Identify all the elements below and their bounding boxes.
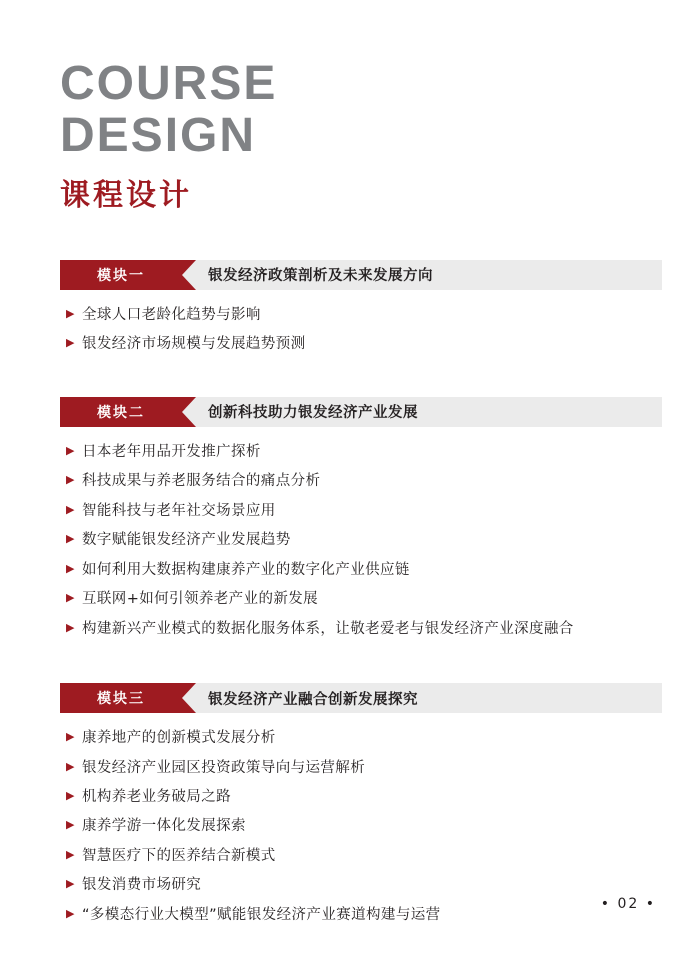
list-item-label: 互联网+如何引领养老产业的新发展 (82, 591, 319, 608)
module-tag: 模块三 (60, 683, 182, 713)
page-title-english-line2: DESIGN (60, 108, 257, 162)
list-item (66, 815, 662, 838)
list-item-label: 如何利用大数据构建康养产业的数字化产业供应链 (82, 561, 410, 578)
module-section (38, 397, 662, 641)
list-item (66, 500, 662, 523)
module-title: 银发经济产业融合创新发展探究 (208, 691, 418, 708)
triangle-bullet-icon: ▶ (66, 760, 75, 773)
list-item (66, 874, 662, 897)
list-item-label: 智能科技与老年社交场景应用 (82, 502, 276, 519)
module-header (60, 683, 662, 713)
triangle-bullet-icon: ▶ (66, 731, 75, 744)
triangle-bullet-icon: ▶ (66, 621, 75, 634)
list-item-label: 构建新兴产业模式的数据化服务体系，让敬老爱老与银发经济产业深度融合 (82, 620, 574, 637)
list-item-label: 康养学游一体化发展探索 (82, 818, 246, 835)
page-title-english (60, 58, 662, 162)
list-item (66, 904, 662, 927)
list-item-label: 银发经济产业园区投资政策导向与运营解析 (82, 759, 366, 776)
triangle-bullet-icon: ▶ (66, 907, 75, 920)
module-section (38, 260, 662, 357)
module-body (38, 441, 662, 641)
triangle-bullet-icon: ▶ (66, 337, 75, 350)
module-list (38, 260, 662, 928)
list-item-label: 银发经济市场规模与发展趋势预测 (82, 336, 306, 353)
module-body (38, 304, 662, 357)
module-body (38, 727, 662, 927)
list-item (66, 727, 662, 750)
module-tag: 模块二 (60, 397, 182, 427)
module-header (60, 260, 662, 290)
triangle-bullet-icon: ▶ (66, 444, 75, 457)
list-item (66, 757, 662, 780)
page-title-english-line1: COURSE (60, 57, 278, 110)
list-item (66, 470, 662, 493)
triangle-bullet-icon: ▶ (66, 533, 75, 546)
list-item (66, 618, 662, 641)
module-header (60, 397, 662, 427)
triangle-bullet-icon: ▶ (66, 819, 75, 832)
list-item-label: 数字赋能银发经济产业发展趋势 (82, 532, 291, 549)
list-item-label: 机构养老业务破局之路 (82, 788, 231, 805)
list-item-label: 全球人口老龄化趋势与影响 (82, 306, 261, 323)
module-section (38, 683, 662, 927)
triangle-bullet-icon: ▶ (66, 474, 75, 487)
triangle-bullet-icon: ▶ (66, 592, 75, 605)
module-tag: 模块一 (60, 260, 182, 290)
triangle-bullet-icon: ▶ (66, 789, 75, 802)
triangle-bullet-icon: ▶ (66, 848, 75, 861)
list-item-label: 科技成果与养老服务结合的痛点分析 (82, 473, 321, 490)
list-item-label: 银发消费市场研究 (82, 877, 202, 894)
triangle-bullet-icon: ▶ (66, 878, 75, 891)
triangle-bullet-icon: ▶ (66, 503, 75, 516)
list-item (66, 559, 662, 582)
list-item-label: 日本老年用品开发推广探析 (82, 443, 261, 460)
list-item (66, 786, 662, 809)
list-item (66, 588, 662, 611)
list-item (66, 304, 662, 327)
page-header (38, 0, 662, 214)
page-number: • 02 • (600, 896, 656, 912)
module-title: 创新科技助力银发经济产业发展 (208, 405, 418, 422)
list-item-label: 智慧医疗下的医养结合新模式 (82, 847, 276, 864)
list-item-label: “多模态行业大模型”赋能银发经济产业赛道构建与运营 (82, 906, 441, 923)
triangle-bullet-icon: ▶ (66, 562, 75, 575)
list-item-label: 康养地产的创新模式发展分析 (82, 730, 276, 747)
list-item (66, 845, 662, 868)
list-item (66, 441, 662, 464)
page-title-chinese: 课程设计 (60, 177, 192, 213)
triangle-bullet-icon: ▶ (66, 307, 75, 320)
list-item (66, 333, 662, 356)
list-item (66, 529, 662, 552)
module-title: 银发经济政策剖析及未来发展方向 (208, 268, 433, 285)
